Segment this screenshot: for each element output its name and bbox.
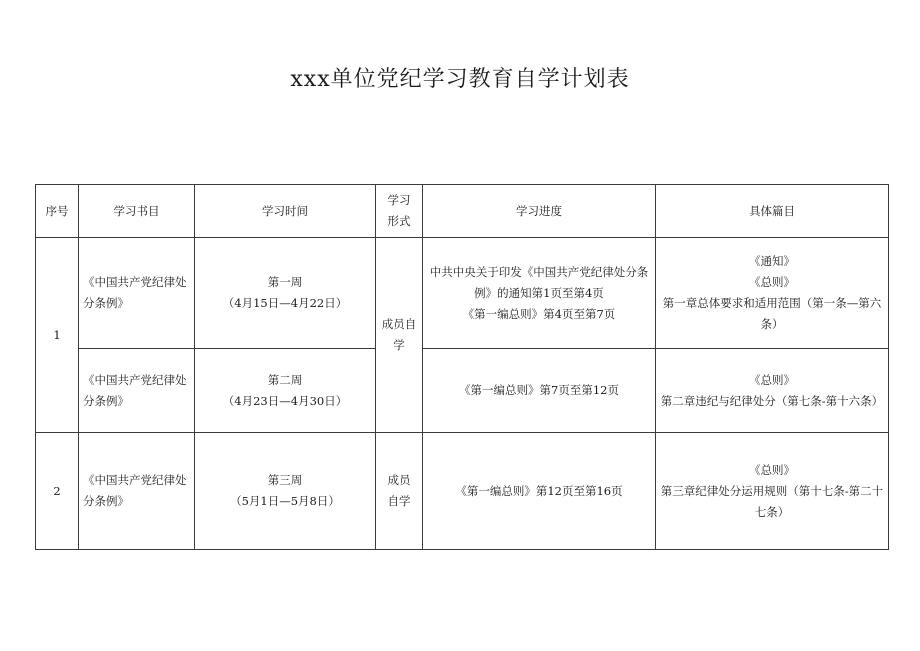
row-form: 成员自 学 bbox=[376, 238, 423, 433]
row-progress: 《第一编总则》第12页至第16页 bbox=[423, 433, 656, 550]
row-book: 《中国共产党纪律处分条例》 bbox=[79, 433, 195, 550]
header-index: 序号 bbox=[36, 185, 79, 238]
table-header-row bbox=[36, 185, 889, 238]
row-chapters: 《总则》 第三章纪律处分运用规则（第十七条-第二十七条） bbox=[656, 433, 889, 550]
header-chapters: 具体篇目 bbox=[656, 185, 889, 238]
row-time: 第三周 （5月1日—5月8日） bbox=[195, 433, 376, 550]
table-row bbox=[36, 349, 889, 433]
row-progress: 中共中央关于印发《中国共产党纪律处分条例》的通知第1页至第4页 《第一编总则》第4页至第7页 bbox=[423, 238, 656, 349]
row-time: 第一周 （4月15日—4月22日） bbox=[195, 238, 376, 349]
row-book: 《中国共产党纪律处分条例》 bbox=[79, 349, 195, 433]
table-row bbox=[36, 433, 889, 550]
header-book: 学习书目 bbox=[79, 185, 195, 238]
page-title: xxx单位党纪学习教育自学计划表 bbox=[290, 67, 630, 92]
header-time: 学习时间 bbox=[195, 185, 376, 238]
table-row bbox=[36, 238, 889, 349]
header-form: 学习 形式 bbox=[376, 185, 423, 238]
row-chapters: 《总则》 第二章违纪与纪律处分（第七条-第十六条） bbox=[656, 349, 889, 433]
row-time: 第二周 （4月23日—4月30日） bbox=[195, 349, 376, 433]
row-index: 1 bbox=[36, 238, 79, 433]
study-plan-table bbox=[35, 184, 889, 550]
header-progress: 学习进度 bbox=[423, 185, 656, 238]
row-book: 《中国共产党纪律处分条例》 bbox=[79, 238, 195, 349]
row-progress: 《第一编总则》第7页至第12页 bbox=[423, 349, 656, 433]
row-index: 2 bbox=[36, 433, 79, 550]
row-chapters: 《通知》 《总则》 第一章总体要求和适用范围（第一条—第六条） bbox=[656, 238, 889, 349]
row-form: 成员 自学 bbox=[376, 433, 423, 550]
